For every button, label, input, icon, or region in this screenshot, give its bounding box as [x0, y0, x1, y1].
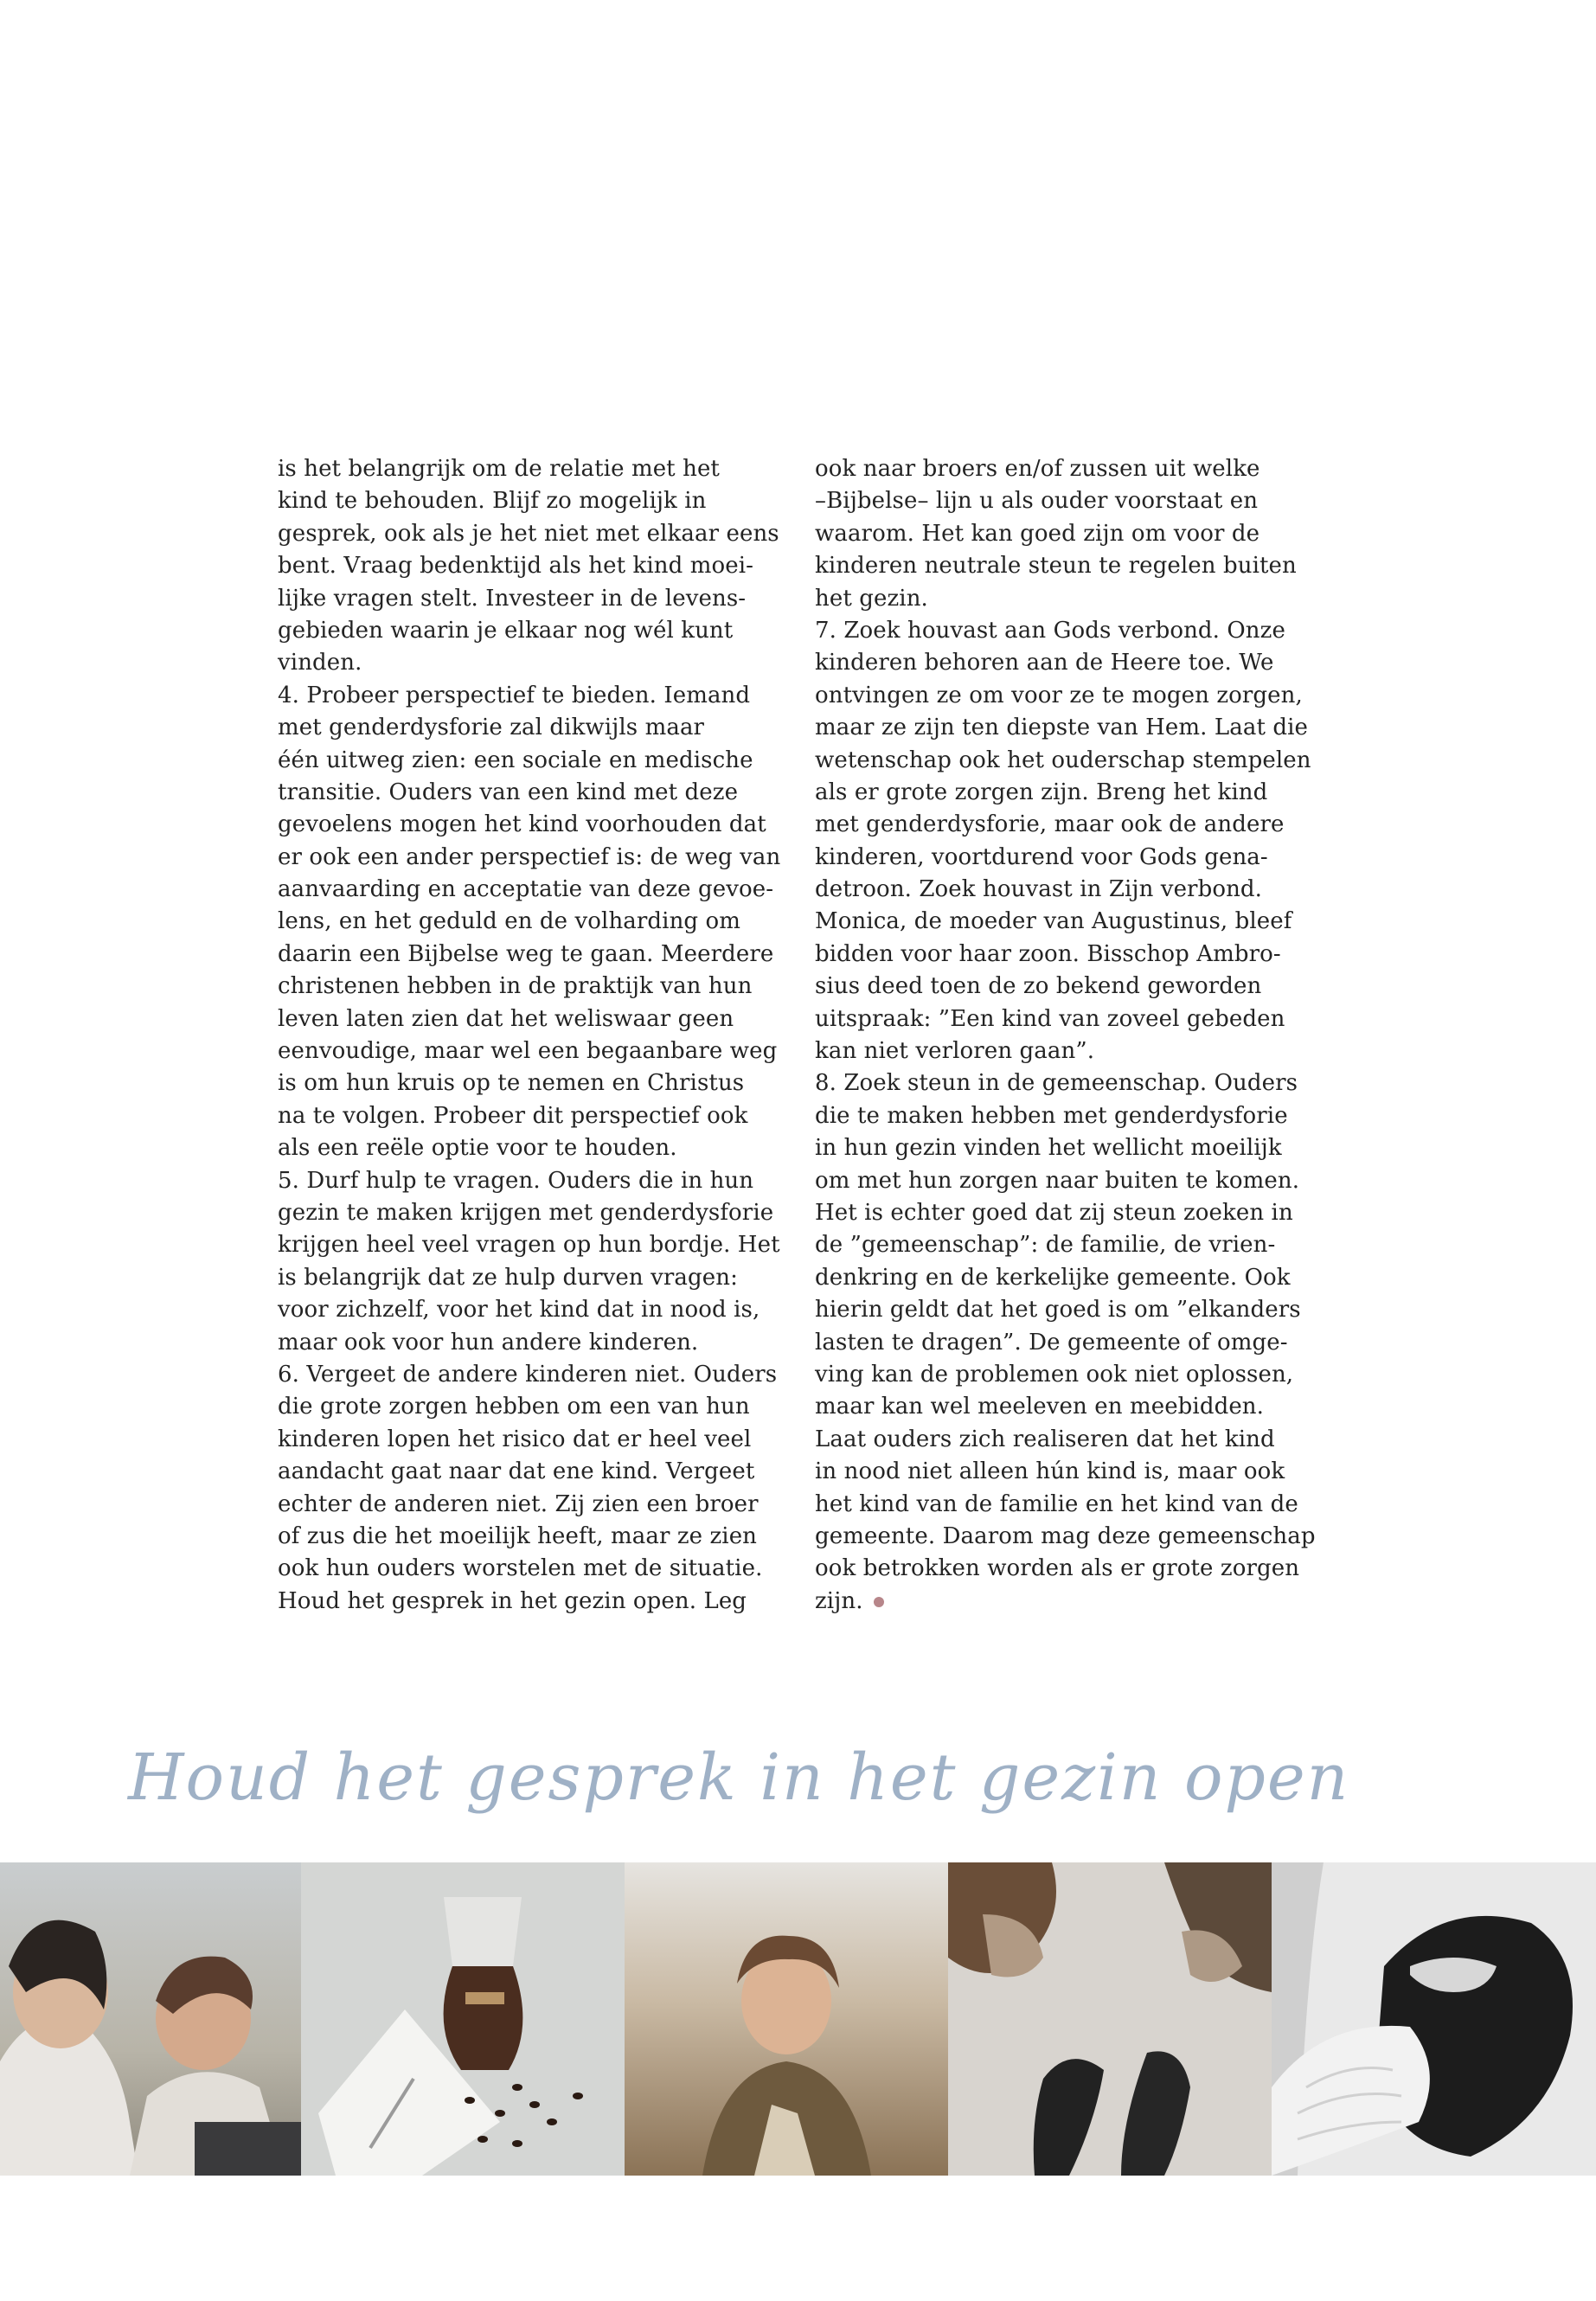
- text-line: waarom. Het kan goed zijn om voor de: [815, 520, 1260, 547]
- text-line: bidden voor haar zoon. Bisschop Ambro-: [815, 940, 1281, 967]
- text-line: kan niet verloren gaan”.: [815, 1038, 1095, 1065]
- article-end-marker-icon: [874, 1597, 884, 1607]
- text-line: 7. Zoek houvast aan Gods verbond. Onze: [815, 617, 1285, 644]
- text-line: zijn.: [815, 1587, 863, 1614]
- text-line: die grote zorgen hebben om een van hun: [278, 1394, 750, 1420]
- text-line: die te maken hebben met genderdysforie: [815, 1102, 1288, 1129]
- text-line: kinderen lopen het risico dat er heel veel: [278, 1426, 752, 1452]
- text-line: kinderen, voortdurend voor Gods gena-: [815, 843, 1268, 870]
- text-line: eenvoudige, maar wel een begaanbare weg: [278, 1038, 778, 1065]
- text-line: aanvaarding en acceptatie van deze gevoe-: [278, 876, 774, 903]
- text-line: in hun gezin vinden het wellicht moeilijk: [815, 1135, 1282, 1162]
- article-column-left: [278, 453, 814, 1618]
- text-line: sius deed toen de zo bekend geworden: [815, 973, 1262, 1000]
- text-line: ook naar broers en/of zussen uit welke: [815, 456, 1260, 482]
- text-line: denkring en de kerkelijke gemeente. Ook: [815, 1264, 1291, 1291]
- text-line: ook hun ouders worstelen met de situatie.: [278, 1555, 763, 1582]
- text-line: vinden.: [278, 650, 362, 676]
- smiling-woman-field-photo: [625, 1862, 948, 2176]
- text-line: gemeente. Daarom mag deze gemeenschap: [815, 1522, 1316, 1549]
- text-line: om met hun zorgen naar buiten te komen.: [815, 1167, 1300, 1194]
- text-line: lijke vragen stelt. Investeer in de levens-: [278, 585, 747, 612]
- text-line: detroon. Zoek houvast in Zijn verbond.: [815, 876, 1263, 903]
- photo-strip: [0, 1862, 1596, 2176]
- final-line: [815, 1586, 1351, 1618]
- text-line: daarin een Bijbelse weg te gaan. Meerdere: [278, 940, 774, 967]
- text-line: is belangrijk dat ze hulp durven vragen:: [278, 1264, 738, 1291]
- text-line: 6. Vergeet de andere kinderen niet. Ouders: [278, 1361, 778, 1388]
- text-line: gesprek, ook als je het niet met elkaar eens: [278, 520, 779, 547]
- text-line: christenen hebben in de praktijk van hun: [278, 973, 753, 1000]
- text-line: het kind van de familie en het kind van de: [815, 1490, 1298, 1517]
- text-line: transitie. Ouders van een kind met deze: [278, 779, 739, 805]
- text-line: Houd het gesprek in het gezin open. Leg: [278, 1587, 747, 1614]
- text-line: kinderen neutrale steun te regelen buiten: [815, 553, 1297, 580]
- text-line: één uitweg zien: een sociale en medische: [278, 747, 753, 773]
- text-line: ook betrokken worden als er grote zorgen: [815, 1555, 1300, 1582]
- coffee-notebook-photo: [301, 1862, 625, 2176]
- text-line: bent. Vraag bedenktijd als het kind moei-: [278, 553, 754, 580]
- text-line: of zus die het moeilijk heeft, maar ze zien: [278, 1522, 758, 1549]
- text-line: leven laten zien dat het weliswaar geen: [278, 1005, 734, 1032]
- text-line: ontvingen ze om voor ze te mogen zorgen,: [815, 682, 1303, 708]
- article-column-right: [815, 453, 1351, 1618]
- text-line: maar ook voor hun andere kinderen.: [278, 1329, 699, 1356]
- text-line: als een reële optie voor te houden.: [278, 1135, 677, 1162]
- woman-hand-on-head-photo: [1272, 1862, 1596, 2176]
- text-line: aandacht gaat naar dat ene kind. Vergeet: [278, 1458, 755, 1485]
- text-line: met genderdysforie zal dikwijls maar: [278, 715, 705, 741]
- boots-from-above-photo: [948, 1862, 1272, 2176]
- text-line: gebieden waarin je elkaar nog wél kunt: [278, 617, 734, 644]
- text-line: als er grote zorgen zijn. Breng het kind: [815, 779, 1268, 805]
- text-line: het gezin.: [815, 585, 928, 612]
- text-line: gezin te maken krijgen met genderdysforie: [278, 1199, 774, 1226]
- text-line: voor zichzelf, voor het kind dat in nood is,: [278, 1297, 760, 1324]
- text-line: 5. Durf hulp te vragen. Ouders die in hun: [278, 1167, 754, 1194]
- text-line: 8. Zoek steun in de gemeenschap. Ouders: [815, 1070, 1298, 1097]
- text-line: 4. Probeer perspectief te bieden. Iemand: [278, 682, 751, 708]
- text-line: gevoelens mogen het kind voorhouden dat: [278, 811, 766, 838]
- text-line: Monica, de moeder van Augustinus, bleef: [815, 908, 1292, 935]
- text-line: maar kan wel meeleven en meebidden.: [815, 1394, 1265, 1420]
- text-line: echter de anderen niet. Zij zien een broer: [278, 1490, 759, 1517]
- text-line: krijgen heel veel vragen op hun bordje. Het: [278, 1232, 780, 1259]
- text-line: na te volgen. Probeer dit perspectief ook: [278, 1102, 748, 1129]
- text-line: is het belangrijk om de relatie met het: [278, 456, 720, 482]
- text-line: uitspraak: ”Een kind van zoveel gebeden: [815, 1005, 1285, 1032]
- text-line: de ”gemeenschap”: de familie, de vrien-: [815, 1232, 1276, 1259]
- text-line: Het is echter goed dat zij steun zoeken in: [815, 1199, 1293, 1226]
- text-line: –Bijbelse– lijn u als ouder voorstaat en: [815, 488, 1259, 515]
- text-line: is om hun kruis op te nemen en Christus: [278, 1070, 745, 1097]
- text-line: hierin geldt dat het goed is om ”elkanders: [815, 1297, 1301, 1324]
- text-line: er ook een ander perspectief is: de weg van: [278, 843, 781, 870]
- text-line: lasten te dragen”. De gemeente of omge-: [815, 1329, 1288, 1356]
- text-line: ving kan de problemen ook niet oplossen,: [815, 1361, 1294, 1388]
- text-line: met genderdysforie, maar ook de andere: [815, 811, 1285, 838]
- pull-quote: Houd het gesprek in het gezin open: [128, 1740, 1350, 1815]
- text-line: kind te behouden. Blijf zo mogelijk in: [278, 488, 707, 515]
- text-line: in nood niet alleen hún kind is, maar ook: [815, 1458, 1285, 1485]
- text-line: lens, en het geduld en de volharding om: [278, 908, 741, 935]
- text-line: kinderen behoren aan de Heere toe. We: [815, 650, 1274, 676]
- text-line: maar ze zijn ten diepste van Hem. Laat die: [815, 715, 1309, 741]
- text-line: Laat ouders zich realiseren dat het kind: [815, 1426, 1275, 1452]
- laughing-couple-photo: [0, 1862, 301, 2176]
- text-line: wetenschap ook het ouderschap stempelen: [815, 747, 1311, 773]
